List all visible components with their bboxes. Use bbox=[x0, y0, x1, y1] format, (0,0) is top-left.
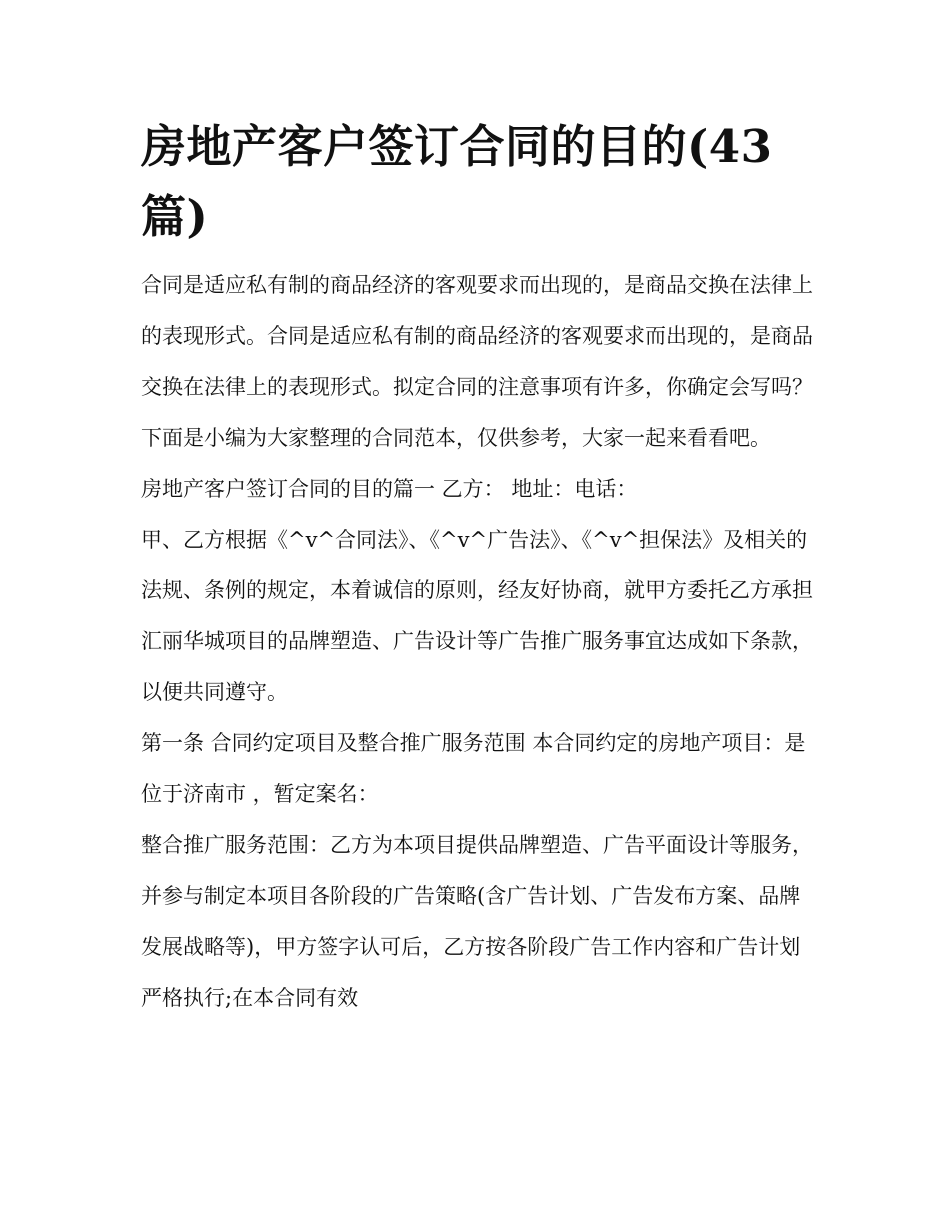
paragraph-party-info: 房地产客户签订合同的目的篇一 乙方： 地址：电话： bbox=[141, 476, 638, 501]
paragraph-preamble: 甲、乙方根据《^v^合同法》、《^v^广告法》、《^v^担保法》及相关的法规、条例的规定，本着诚信的原则，经友好协商，就甲方委托乙方承担汇丽华城项目的品牌塑造、广告设计等广告推广服务事宜达成如下条款，以便共同遵守。 bbox=[141, 527, 813, 705]
paragraph-article-1: 第一条 合同约定项目及整合推广服务范围 本合同约定的房地产项目：是位于济南市 ，暂定案名： bbox=[141, 731, 806, 807]
document-body bbox=[141, 260, 813, 1024]
paragraph-intro: 合同是适应私有制的商品经济的客观要求而出现的，是商品交换在法律上的表现形式。合同是适应私有制的商品经济的客观要求而出现的，是商品交换在法律上的表现形式。拟定合同的注意事项有许多，你确定会写吗？下面是小编为大家整理的合同范本，仅供参考，大家一起来看看吧。 bbox=[141, 273, 813, 450]
document-title: 房地产客户签订合同的目的(43篇) bbox=[141, 120, 773, 243]
paragraph-service-scope: 整合推广服务范围：乙方为本项目提供品牌塑造、广告平面设计等服务，并参与制定本项目各阶段的广告策略(含广告计划、广告发布方案、品牌发展战略等)，甲方签字认可后，乙方按各阶段广告工作内容和广告计划严格执行;在本合同有效 bbox=[141, 832, 813, 1010]
document-content bbox=[141, 112, 813, 1024]
